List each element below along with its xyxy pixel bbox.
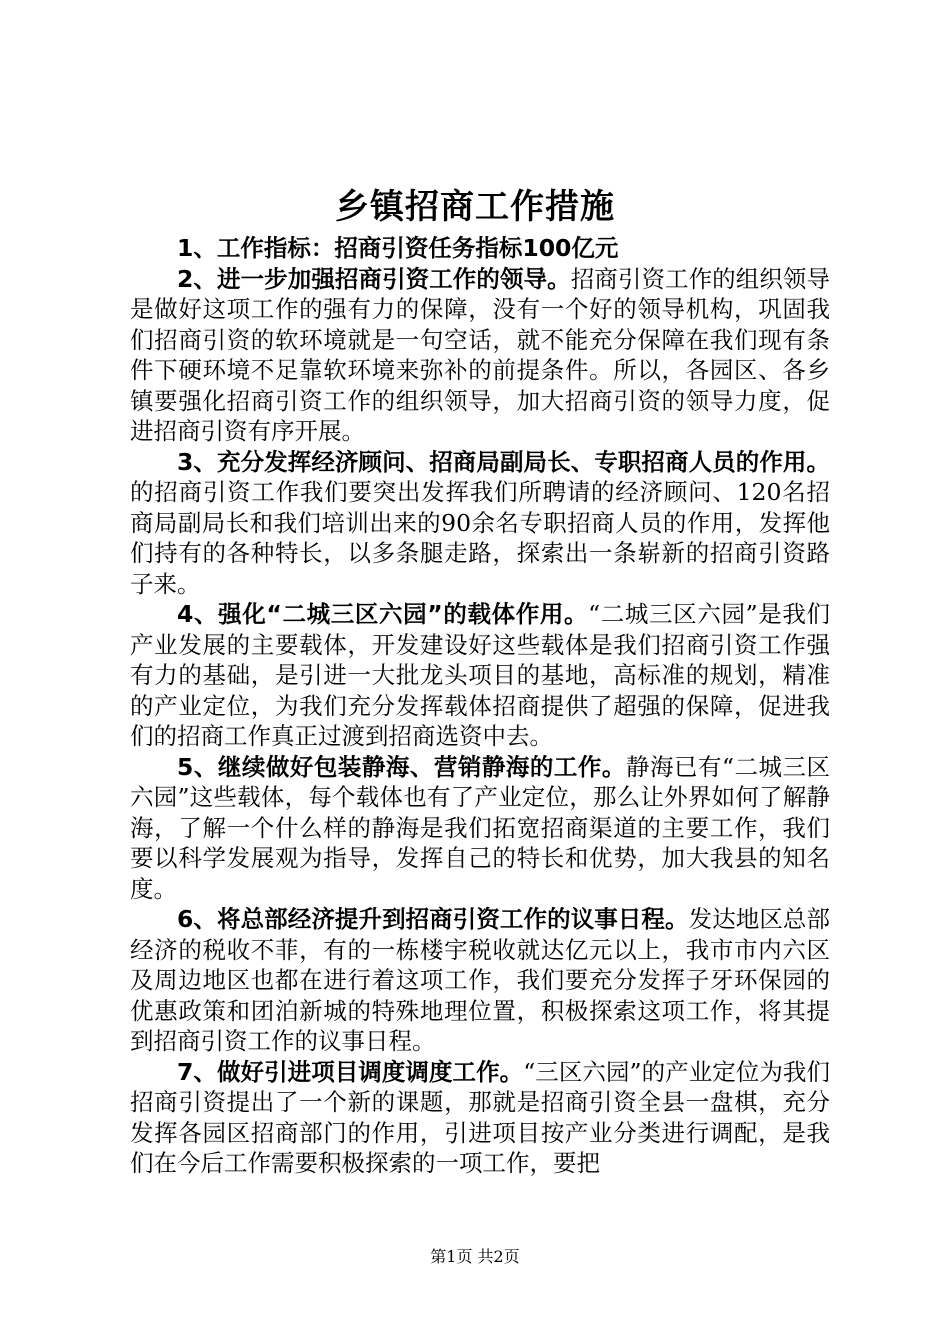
paragraph-text: “三区六园”的产业定位为我们招商引资提出了一个新的课题，那就是招商引资全县一盘棋，充分发挥各园区招商部门的作用，引进项目按产业分类进行调配，是我们在今后工作需要积极探索的一项工作，要把 xyxy=(130,1057,830,1177)
paragraph-text: 静海已有“二城三区六园”这些载体，每个载体也有了产业定位，那么让外界如何了解静海，了解一个什么样的静海是我们拓宽招商渠道的主要工作，我们要以科学发展观为指导，发挥自己的特长和优势，加大我县的知名度。 xyxy=(130,752,831,903)
document-body xyxy=(130,233,830,1179)
page-footer: 第1页 共2页 xyxy=(430,1247,520,1266)
paragraph-lead: 7、做好引进项目调度调度工作。 xyxy=(177,1057,524,1086)
paragraph-lead: 6、将总部经济提升到招商引资工作的议事日程。 xyxy=(177,905,689,933)
paragraph-4 xyxy=(130,599,830,752)
paragraph-1 xyxy=(130,233,830,264)
paragraph-lead: 3、充分发挥经济顾问、招商局副局长、专职招商人员的作用。 xyxy=(177,447,830,476)
paragraph-text: “二城三区六园”是我们产业发展的主要载体，开发建设好这些载体是我们招商引资工作强有力的基础，是引进一大批龙头项目的基地，高标准的规划，精准的产业定位，为我们充分发挥载体招商提供了超强的保障，促进我们的招商工作真正过渡到招商选资中去。 xyxy=(130,600,830,750)
paragraph-text: 发达地区总部经济的税收不菲，有的一栋楼宇税收就达亿元以上，我市市内六区及周边地区也都在进行着这项工作，我们要充分发挥子牙环保园的优惠政策和团泊新城的特殊地理位置，积极探索这项工作，将其提到招商引资工作的议事日程。 xyxy=(130,905,831,1055)
paragraph-lead: 4、强化“二城三区六园”的载体作用。 xyxy=(177,600,589,628)
paragraph-lead: 2、进一步加强招商引资工作的领导。 xyxy=(177,264,571,293)
document-title: 乡镇招商工作措施 xyxy=(335,187,615,227)
paragraph-6 xyxy=(130,904,830,1057)
paragraph-text: 招商引资工作的组织领导是做好这项工作的强有力的保障，没有一个好的领导机构，巩固我们招商引资的软环境就是一句空话，就不能充分保障在我们现有条件下硬环境不足靠软环境来弥补的前提条件。所以，各园区、各乡镇要强化招商引资工作的组织领导，加大招商引资的领导力度，促进招商引资有序开展。 xyxy=(130,264,830,445)
paragraph-7 xyxy=(130,1057,830,1179)
paragraph-5 xyxy=(130,752,830,905)
paragraph-lead: 1、工作指标：招商引资任务指标100亿元 xyxy=(177,234,619,262)
paragraph-3 xyxy=(130,447,830,600)
paragraph-lead: 5、继续做好包装静海、营销静海的工作。 xyxy=(177,752,626,781)
paragraph-text: 的招商引资工作我们要突出发挥我们所聘请的经济顾问、120名招商局副局长和我们培训出来的90余名专职招商人员的作用，发挥他们持有的各种特长，以多条腿走路，探索出一条崭新的招商引资路子来。 xyxy=(130,478,830,598)
paragraph-2 xyxy=(130,264,830,447)
